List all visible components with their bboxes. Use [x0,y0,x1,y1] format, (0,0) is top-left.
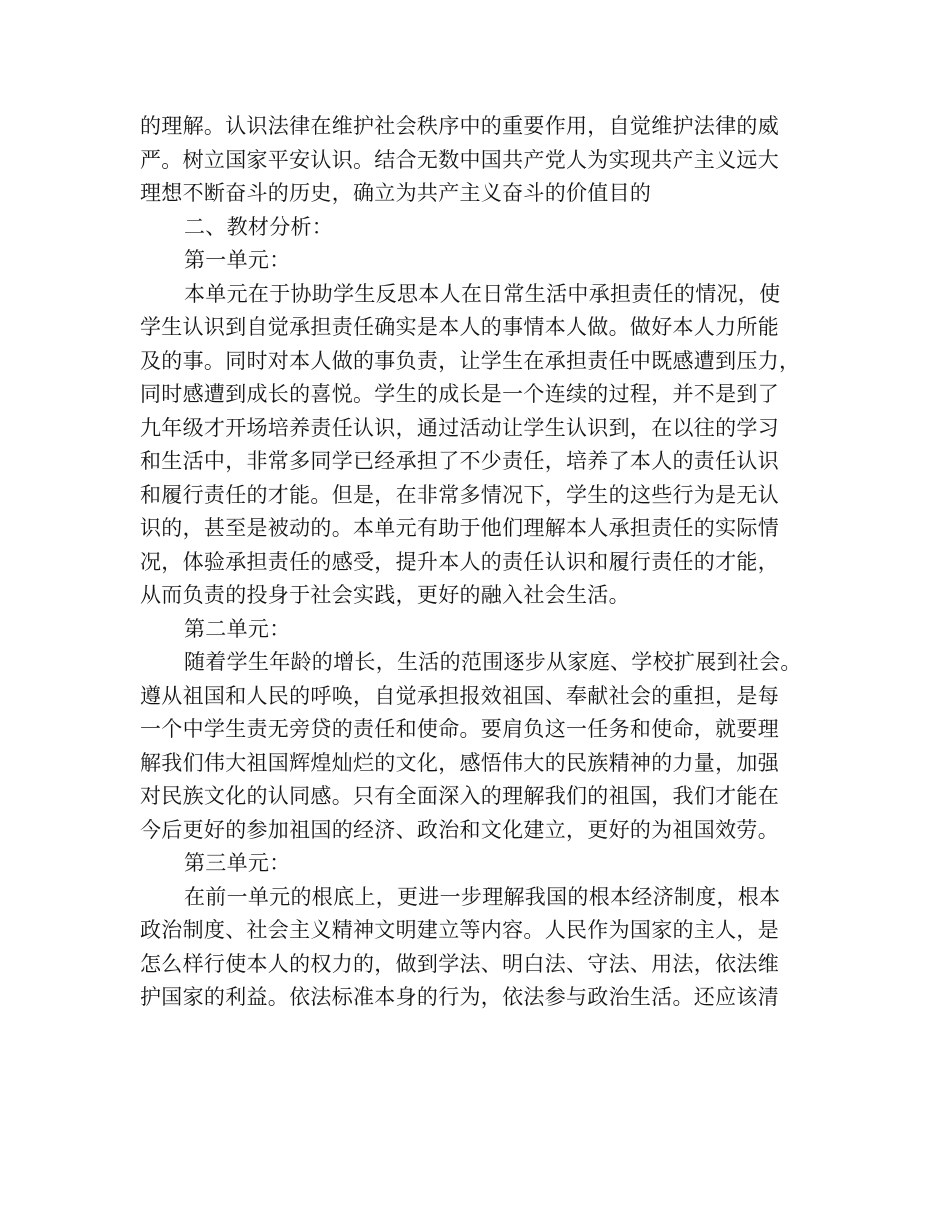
text-line: 理想不断奋斗的历史，确立为共产主义奋斗的价值目的 [140,181,652,205]
text-line: 及的事。同时对本人做的事负责，让学生在承担责任中既感遭到压力， [140,348,801,373]
unit-heading: 第一单元： [184,248,291,272]
text-line: 今后更好的参加祖国的经济、政治和文化建立，更好的为祖国效劳。 [140,817,779,842]
text-line: 随着学生年龄的增长，生活的范围逐步从家庭、学校扩展到社会。 [184,650,802,674]
unit-heading: 第二单元： [184,616,291,641]
document-body [140,110,812,1015]
text-line: 和履行责任的才能。但是，在非常多情况下，学生的这些行为是无认 [140,482,779,507]
text-line: 识的，甚至是被动的。本单元有助于他们理解本人承担责任的实际情 [140,516,779,540]
text-line: 一个中学生责无旁贷的责任和使命。要肩负这一任务和使命，就要理 [140,717,779,741]
text-line: 从而负责的投身于社会实践，更好的融入社会生活。 [140,583,630,607]
text-line: 学生认识到自觉承担责任确实是本人的事情本人做。做好本人力所能 [140,315,779,339]
text-line: 解我们伟大祖国辉煌灿烂的文化，感悟伟大的民族精神的力量，加强 [140,750,779,775]
text-line: 严。树立国家平安认识。结合无数中国共产党人为实现共产主义远大 [140,147,779,172]
unit-heading: 第三单元： [184,851,291,875]
text-line: 在前一单元的根底上，更进一步理解我国的根本经济制度，根本 [184,884,781,909]
text-line: 和生活中，非常多同学已经承担了不少责任，培养了本人的责任认识 [140,449,779,473]
text-line: 护国家的利益。依法标准本身的行为，依法参与政治生活。还应该清 [140,985,779,1009]
text-line: 的理解。认识法律在维护社会秩序中的重要作用，自觉维护法律的威 [140,114,779,138]
text-line: 况，体验承担责任的感受，提升本人的责任认识和履行责任的才能， [140,549,779,574]
text-line: 怎么样行使本人的权力的，做到学法、明白法、守法、用法，依法维 [140,951,779,976]
text-line: 本单元在于协助学生反思本人在日常生活中承担责任的情况，使 [184,281,781,306]
text-line: 九年级才开场培养责任认识，通过活动让学生认识到，在以往的学习 [140,415,779,440]
section-heading: 二、教材分析： [184,214,334,239]
text-line: 同时感遭到成长的喜悦。学生的成长是一个连续的过程，并不是到了 [140,382,779,406]
text-line: 遵从祖国和人民的呼唤，自觉承担报效祖国、奉献社会的重担，是每 [140,683,779,708]
text-line: 政治制度、社会主义精神文明建立等内容。人民作为国家的主人，是 [140,918,779,942]
text-line: 对民族文化的认同感。只有全面深入的理解我们的祖国，我们才能在 [140,784,779,808]
